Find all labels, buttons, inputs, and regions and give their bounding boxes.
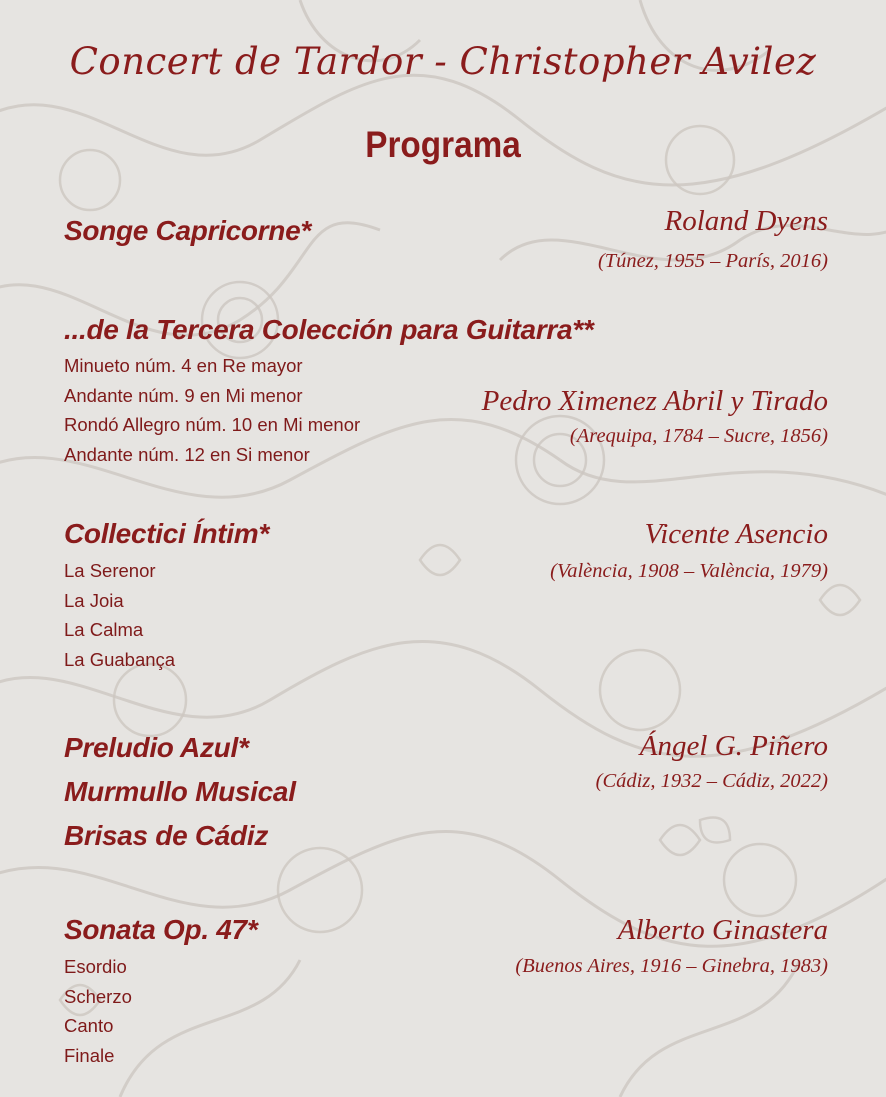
piece-title: Preludio Azul* (64, 732, 249, 763)
movement-item: Andante núm. 12 en Si menor (64, 444, 310, 466)
piece-title: Murmullo Musical (64, 776, 296, 807)
movement-item: Canto (64, 1015, 114, 1037)
program-heading: Programa (365, 124, 521, 165)
movement-item: La Serenor (64, 560, 156, 581)
composer-dates: (Túnez, 1955 – París, 2016) (597, 250, 828, 272)
piece-title: Sonata Op. 47* (64, 914, 258, 945)
movement-item: Scherzo (64, 985, 132, 1007)
composer-name: Ángel G. Piñero (639, 730, 828, 762)
composer-name: Vicente Asencio (644, 518, 828, 550)
movement-list (64, 556, 175, 675)
movement-item: Andante núm. 9 en Mi menor (64, 384, 303, 406)
piece-title: ...de la Tercera Colección para Guitarra** (64, 314, 594, 345)
piece-title: Songe Capricorne* (64, 215, 311, 246)
composer-dates: (Buenos Aires, 1916 – Ginebra, 1983) (515, 955, 828, 977)
composer-name: Pedro Ximenez Abril y Tirado (481, 385, 828, 417)
movement-item: Minueto núm. 4 en Re mayor (64, 355, 303, 376)
composer-dates: (València, 1908 – València, 1979) (550, 560, 828, 582)
composer-dates: (Cádiz, 1932 – Cádiz, 2022) (595, 770, 828, 792)
movement-item: Esordio (64, 956, 127, 977)
movement-item: La Joia (64, 589, 124, 611)
movement-list (64, 351, 360, 470)
composer-name: Alberto Ginastera (617, 914, 828, 946)
piece-title: Collectici Íntim* (64, 518, 269, 549)
movement-item: La Guabança (64, 649, 176, 671)
movement-item: Finale (64, 1045, 115, 1067)
composer-dates: (Arequipa, 1784 – Sucre, 1856) (569, 425, 828, 447)
piece-title: Brisas de Cádiz (64, 820, 269, 851)
composer-name: Roland Dyens (664, 205, 828, 237)
movement-item: Rondó Allegro núm. 10 en Mi menor (64, 414, 361, 436)
movement-item: La Calma (64, 619, 144, 641)
concert-title: Concert de Tardor - Christopher Avilez (69, 40, 817, 83)
movement-list (64, 952, 132, 1071)
